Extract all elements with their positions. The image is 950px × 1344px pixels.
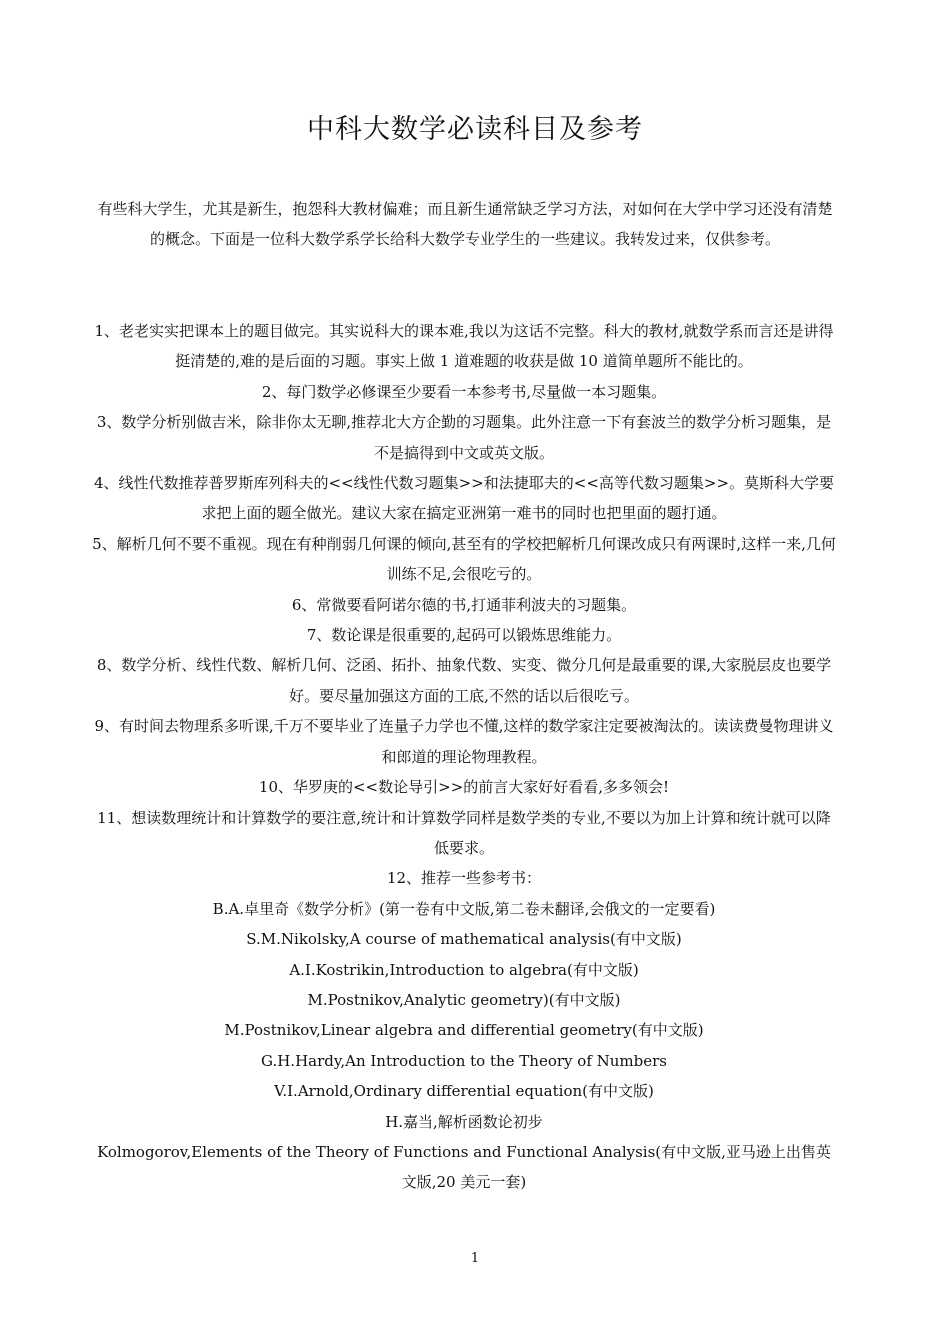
page-number: 1 (470, 1251, 480, 1266)
advice-item: 6、常微要看阿诺尔德的书,打通菲利波夫的习题集。 (291, 595, 637, 614)
reference-item: S.M.Nikolsky,A course of mathematical analysis(有中文版) (246, 930, 682, 949)
advice-item: 3、数学分析别做吉米，除非你太无聊,推荐北大方企勤的习题集。此外注意一下有套波兰的数学分析习题集，是不是搞得到中文或英文版。 (96, 413, 832, 462)
reference-item: Kolmogorov,Elements of the Theory of Functions and Functional Analysis(有中文版,亚马逊上出售英文版,20 美元一套) (97, 1142, 831, 1192)
advice-item: 2、每门数学必修课至少要看一本参考书,尽量做一本习题集。 (261, 382, 667, 401)
reference-list (92, 894, 836, 1198)
reference-item: H.嘉当,解析函数论初步 (385, 1112, 543, 1131)
advice-item: 7、数论课是很重要的,起码可以锻炼思维能力。 (306, 626, 622, 645)
advice-item: 12、推荐一些参考书： (386, 869, 542, 888)
advice-item: 8、数学分析、线性代数、解析几何、泛函、拓扑、抽象代数、实变、微分几何是最重要的课,大家脱层皮也要学好。要尽量加强这方面的工底,不然的话以后很吃亏。 (96, 656, 832, 705)
reference-item: M.Postnikov,Linear algebra and differential geometry(有中文版) (224, 1021, 704, 1040)
advice-item: 11、想读数理统计和计算数学的要注意,统计和计算数学同样是数学类的专业,不要以为加上计算和统计就可以降低要求。 (97, 808, 831, 857)
intro-paragraph: 有些科大学生，尤其是新生，抱怨科大教材偏难；而且新生通常缺乏学习方法，对如何在大学中学习还没有清楚的概念。下面是一位科大数学系学长给科大数学专业学生的一些建议。我转发过来，仅供参考。 (97, 200, 833, 248)
advice-item: 10、华罗庚的<<数论导引>>的前言大家好好看看,多多领会! (258, 778, 670, 797)
reference-item: G.H.Hardy,An Introduction to the Theory of Numbers (261, 1051, 667, 1070)
reference-item: M.Postnikov,Analytic geometry)(有中文版) (307, 990, 621, 1009)
advice-item: 5、解析几何不要不重视。现在有种削弱几何课的倾向,甚至有的学校把解析几何课改成只有两课时,这样一来,几何训练不足,会很吃亏的。 (92, 534, 836, 584)
advice-item: 1、老老实实把课本上的题目做完。其实说科大的课本难,我以为这话不完整。科大的教材,就数学系而言还是讲得挺清楚的,难的是后面的习题。事实上做 1 道难题的收获是做 10 道简单题所不能比的。 (94, 322, 834, 371)
reference-item: A.I.Kostrikin,Introduction to algebra(有中文版) (289, 960, 639, 979)
page-title: 中科大数学必读科目及参考 (307, 114, 643, 145)
reference-item: V.I.Arnold,Ordinary differential equation(有中文版) (274, 1082, 654, 1101)
advice-list (92, 316, 836, 1198)
advice-item: 4、线性代数推荐普罗斯库列科夫的<<线性代数习题集>>和法捷耶夫的<<高等代数习题集>>。莫斯科大学要求把上面的题全做光。建议大家在搞定亚洲第一难书的同时也把里面的题打通。 (93, 474, 835, 523)
advice-item: 9、有时间去物理系多听课,千万不要毕业了连量子力学也不懂,这样的数学家注定要被淘汰的。读读费曼物理讲义和郎道的理论物理教程。 (94, 717, 834, 766)
reference-item: B.A.卓里奇《数学分析》(第一卷有中文版,第二卷未翻译,会俄文的一定要看) (212, 899, 716, 918)
